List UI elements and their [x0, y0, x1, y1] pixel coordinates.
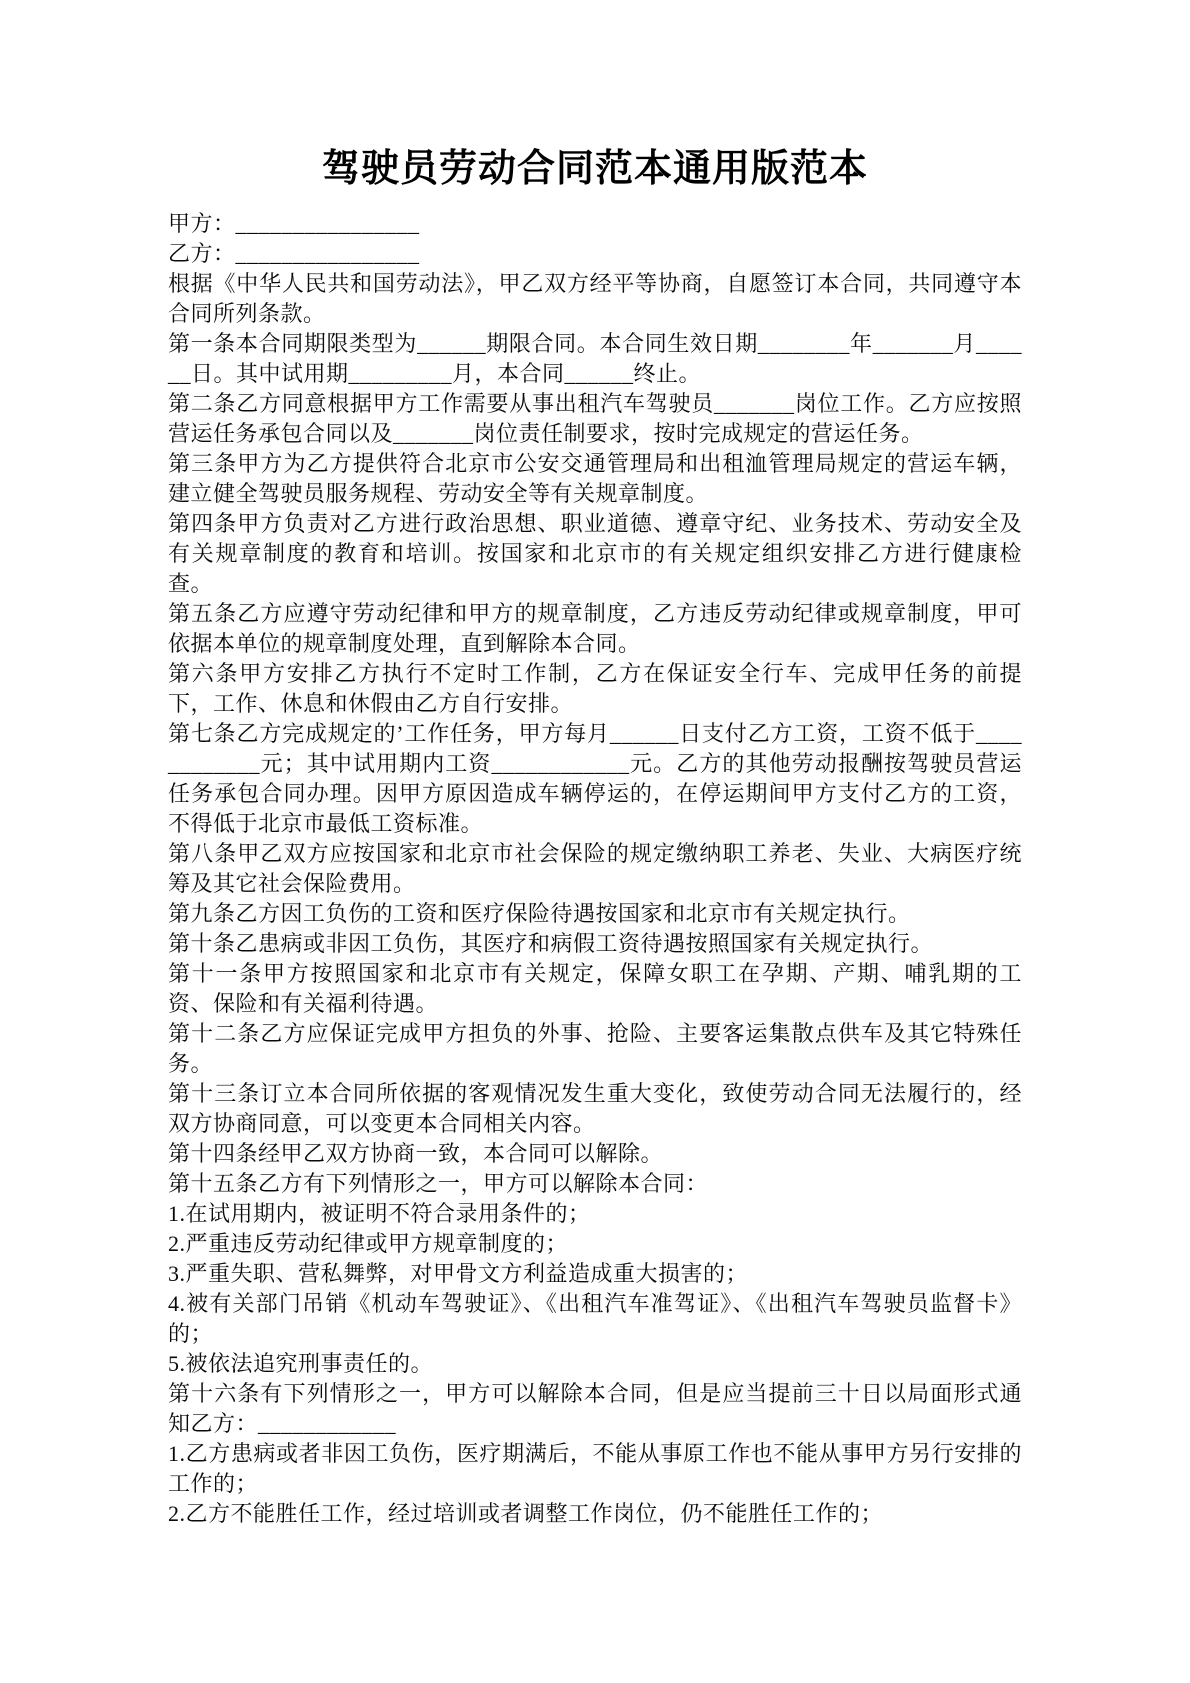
- clause-15-item-3: 3.严重失职、营私舞弊，对甲骨文方利益造成重大损害的；: [168, 1261, 749, 1286]
- clause-3: 第三条甲方为乙方提供符合北京市公安交通管理局和出租洫管理局规定的营运车辆，建立健全驾驶员服务规程、劳动安全等有关规章制度。: [168, 451, 1022, 506]
- party-b-line: 乙方：________________: [168, 241, 420, 266]
- clause-8: 第八条甲乙双方应按国家和北京市社会保险的规定缴纳职工养老、失业、大病医疗统筹及其它社会保险费用。: [168, 841, 1022, 896]
- clause-15: 第十五条乙方有下列情形之一，甲方可以解除本合同：: [168, 1171, 709, 1196]
- clause-16-item-2: 2.乙方不能胜任工作，经过培训或者调整工作岗位，仍不能胜任工作的；: [168, 1501, 884, 1526]
- clause-16-item-1: 1.乙方患病或者非因工负伤，医疗期满后，不能从事原工作也不能从事甲方另行安排的工作的；: [168, 1441, 1022, 1496]
- clause-16: 第十六条有下列情形之一，甲方可以解除本合同，但是应当提前三十日以局面形式通知乙方：____________: [168, 1381, 1022, 1436]
- clause-15-item-1: 1.在试用期内，被证明不符合录用条件的；: [168, 1201, 591, 1226]
- party-a-line: 甲方：________________: [168, 211, 420, 236]
- clause-15-item-2: 2.严重违反劳动纪律或甲方规章制度的；: [168, 1231, 569, 1256]
- clause-12: 第十二条乙方应保证完成甲方担负的外事、抢险、主要客运集散点供车及其它特殊任务。: [168, 1021, 1022, 1076]
- clause-15-item-4: 4.被有关部门吊销《机动车驾驶证》、《出租汽车准驾证》、《出租汽车驾驶员监督卡》的；: [168, 1291, 1022, 1346]
- clause-9: 第九条乙方因工负伤的工资和医疗保险待遇按国家和北京市有关规定执行。: [168, 901, 911, 926]
- clause-11: 第十一条甲方按照国家和北京市有关规定，保障女职工在孕期、产期、哺乳期的工资、保险和有关福利待遇。: [168, 961, 1022, 1016]
- clause-15-item-5: 5.被依法追究刑事责任的。: [168, 1351, 434, 1376]
- clause-10: 第十条乙患病或非因工负伤，其医疗和病假工资待遇按照国家有关规定执行。: [168, 931, 934, 956]
- clause-5: 第五条乙方应遵守劳动纪律和甲方的规章制度，乙方违反劳动纪律或规章制度，甲可依据本单位的规章制度处理，直到解除本合同。: [168, 601, 1022, 656]
- preamble-paragraph: 根据《中华人民共和国劳动法》，甲乙双方经平等协商，自愿签订本合同，共同遵守本合同所列条款。: [168, 271, 1022, 326]
- clause-1: 第一条本合同期限类型为______期限合同。本合同生效日期________年_______月______日。其中试用期_________月，本合同______终止。: [168, 331, 1022, 386]
- clause-13: 第十三条订立本合同所依据的客观情况发生重大变化，致使劳动合同无法履行的，经双方协商同意，可以变更本合同相关内容。: [168, 1081, 1022, 1136]
- clause-6: 第六条甲方安排乙方执行不定时工作制，乙方在保证安全行车、完成甲任务的前提下，工作、休息和休假由乙方自行安排。: [168, 661, 1022, 716]
- clause-4: 第四条甲方负责对乙方进行政治思想、职业道德、遵章守纪、业务技术、劳动安全及有关规章制度的教育和培训。按国家和北京市的有关规定组织安排乙方进行健康检查。: [168, 511, 1022, 596]
- page-title: 驾驶员劳动合同范本通用版范本: [321, 148, 868, 190]
- clause-14: 第十四条经甲乙双方协商一致，本合同可以解除。: [168, 1141, 664, 1166]
- clause-2: 第二条乙方同意根据甲方工作需要从事出租汽车驾驶员_______岗位工作。乙方应按照营运任务承包合同以及_______岗位责任制要求，按时完成规定的营运任务。: [168, 391, 1022, 446]
- clause-7: 第七条乙方完成规定的’工作任务，甲方每月______日支付乙方工资，工资不低于____________元；其中试用期内工资____________元。乙方的其他劳动报酬按驾驶员营运任务承包合同办理。因甲方原因造成车辆停运的，在停运期间甲方支付乙方的工资，不得低于北京市最低工资标准。: [168, 721, 1022, 836]
